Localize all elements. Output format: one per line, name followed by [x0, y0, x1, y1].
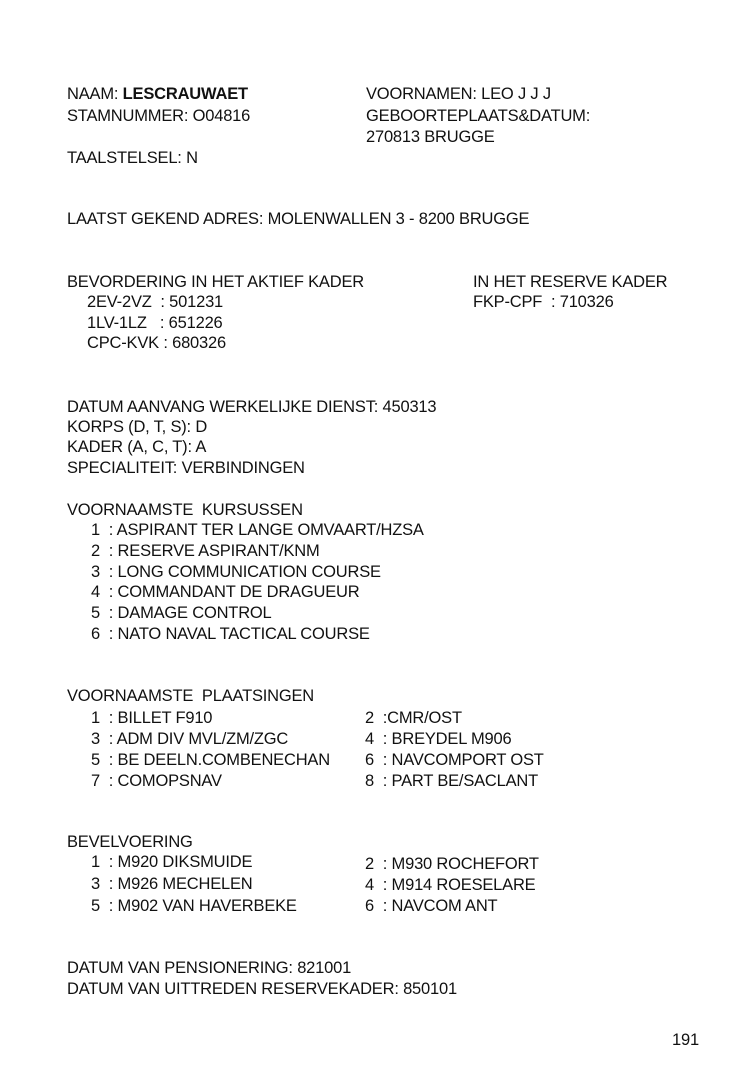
bevelvoering-item: 3 : M926 MECHELEN: [91, 875, 253, 893]
bevelvoering-item: 2 : M930 ROCHEFORT: [365, 855, 539, 873]
kursussen-title: VOORNAAMSTE KURSUSSEN: [67, 501, 303, 519]
bevordering-actief-row: CPC-KVK : 680326: [87, 334, 226, 352]
bevordering-actief-row: 2EV-2VZ : 501231: [87, 293, 224, 311]
datum-pensionering: DATUM VAN PENSIONERING: 821001: [67, 959, 352, 977]
naam-value: LESCRAUWAET: [122, 85, 248, 103]
bevelvoering-item: 4 : M914 ROESELARE: [365, 876, 536, 894]
bevordering-reserve-row: FKP-CPF : 710326: [473, 293, 614, 311]
specialiteit: SPECIALITEIT: VERBINDINGEN: [67, 459, 305, 477]
plaatsing-item: 3 : ADM DIV MVL/ZM/ZGC: [91, 730, 289, 748]
kursus-item: 2 : RESERVE ASPIRANT/KNM: [91, 542, 320, 560]
plaatsing-item: 5 : BE DEELN.COMBENECHAN: [91, 751, 330, 769]
plaatsing-item: 7 : COMOPSNAV: [91, 772, 222, 790]
kursus-item: 1 : ASPIRANT TER LANGE OMVAART/HZSA: [91, 521, 424, 539]
plaatsingen-title: VOORNAAMSTE PLAATSINGEN: [67, 687, 315, 705]
bevordering-actief-title: BEVORDERING IN HET AKTIEF KADER: [67, 273, 364, 291]
plaatsing-item: 2 :CMR/OST: [365, 709, 462, 727]
bevelvoering-item: 5 : M902 VAN HAVERBEKE: [91, 897, 297, 915]
korps: KORPS (D, T, S): D: [67, 418, 208, 436]
stamnummer: STAMNUMMER: O04816: [67, 107, 251, 125]
geboorte-label: GEBOORTEPLAATS&DATUM:: [366, 107, 591, 125]
bevordering-reserve-title: IN HET RESERVE KADER: [473, 273, 668, 291]
bevelvoering-item: 1 : M920 DIKSMUIDE: [91, 853, 253, 871]
taalstelsel: TAALSTELSEL: N: [67, 149, 198, 167]
plaatsing-item: 8 : PART BE/SACLANT: [365, 772, 539, 790]
datum-uittreden: DATUM VAN UITTREDEN RESERVEKADER: 850101: [67, 980, 457, 998]
kursus-item: 6 : NATO NAVAL TACTICAL COURSE: [91, 625, 370, 643]
kursus-item: 3 : LONG COMMUNICATION COURSE: [91, 563, 381, 581]
page-number: 191: [672, 1031, 699, 1049]
plaatsing-item: 4 : BREYDEL M906: [365, 730, 512, 748]
kursus-item: 5 : DAMAGE CONTROL: [91, 604, 272, 622]
plaatsing-item: 1 : BILLET F910: [91, 709, 213, 727]
naam-line: [67, 84, 248, 104]
geboorte-value: 270813 BRUGGE: [366, 128, 495, 146]
kader: KADER (A, C, T): A: [67, 438, 207, 456]
bevelvoering-title: BEVELVOERING: [67, 833, 193, 851]
bevelvoering-item: 6 : NAVCOM ANT: [365, 897, 498, 915]
bevordering-actief-row: 1LV-1LZ : 651226: [87, 314, 223, 332]
datum-aanvang-dienst: DATUM AANVANG WERKELIJKE DIENST: 450313: [67, 398, 437, 416]
naam-label: NAAM:: [67, 85, 119, 103]
plaatsing-item: 6 : NAVCOMPORT OST: [365, 751, 544, 769]
adres: LAATST GEKEND ADRES: MOLENWALLEN 3 - 8200 BRUGGE: [67, 210, 530, 228]
kursus-item: 4 : COMMANDANT DE DRAGUEUR: [91, 583, 360, 601]
voornamen: VOORNAMEN: LEO J J J: [366, 85, 551, 103]
